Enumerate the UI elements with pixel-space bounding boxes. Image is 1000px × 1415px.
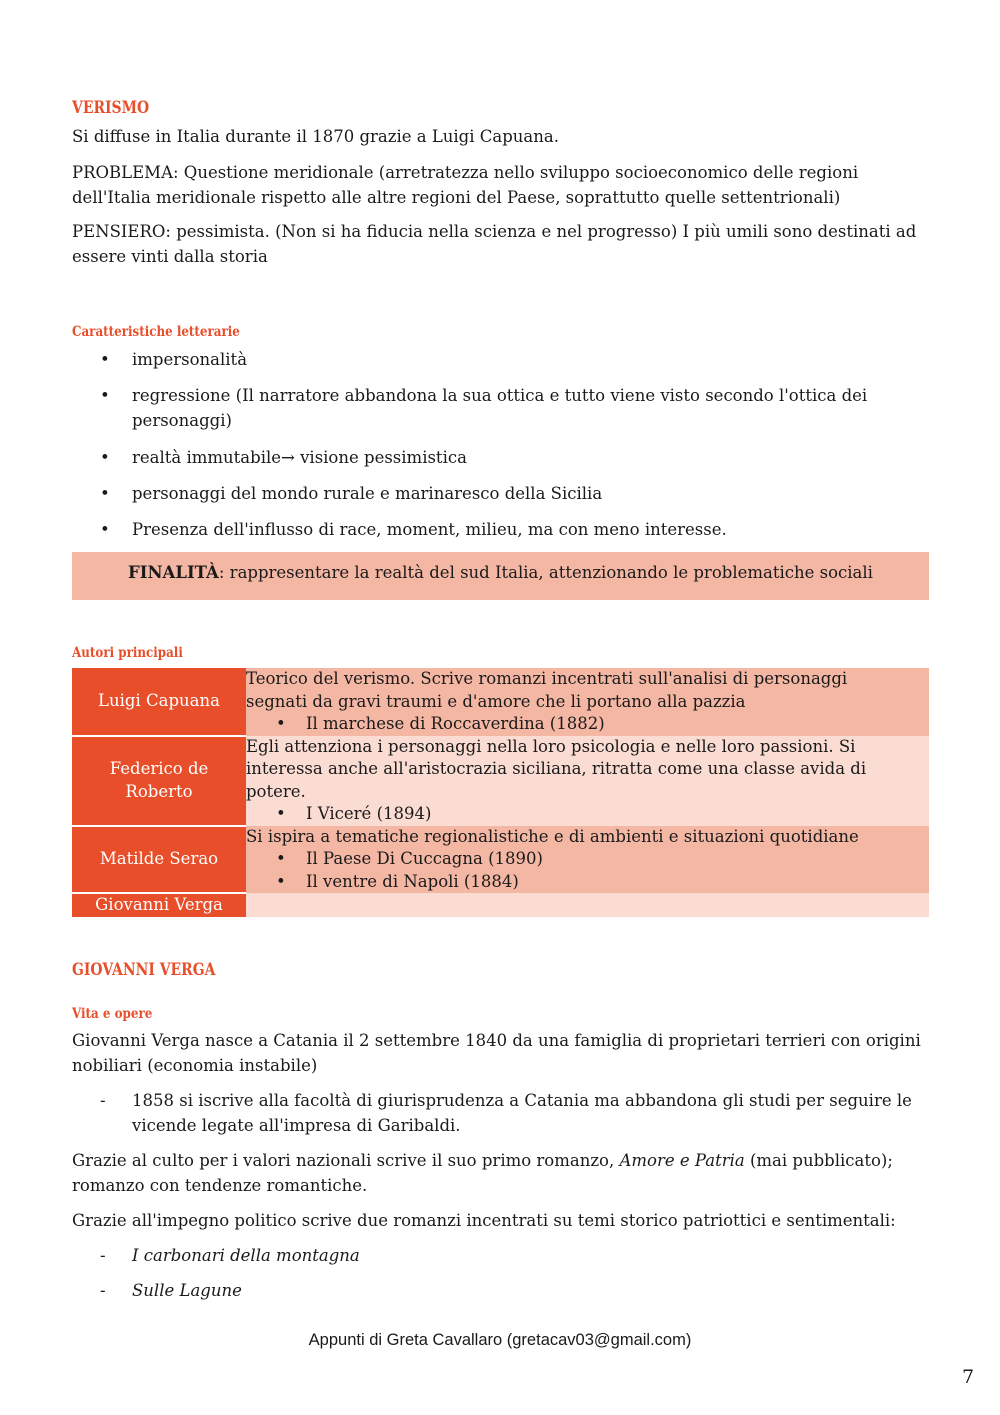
finalita-text: : rappresentare la realtà del sud Italia, attenzionando le problematiche sociali [218, 563, 873, 582]
list-item [100, 517, 900, 542]
verga-paragraph-2-line-2: romanzo con tendenze romantiche. [72, 1176, 368, 1195]
page-number: 7 [962, 1366, 975, 1388]
author-name: Matilde Serao [99, 849, 219, 868]
bullet-icon: • [276, 804, 286, 823]
section-title-verismo: VERISMO [72, 98, 150, 118]
work-item [246, 713, 929, 736]
author-name-cell [72, 736, 246, 826]
subsection-title-autori: Autori principali [72, 645, 183, 661]
subsection-title-vita: Vita e opere [72, 1006, 153, 1022]
list-item-text-line: 1858 si iscrive alla facoltà di giurisprudenza a Catania ma abbandona gli studi per seguire le [132, 1091, 912, 1110]
author-description-cell [246, 736, 929, 826]
table-row [72, 668, 929, 736]
novel-title: I carbonari della montagna [132, 1246, 360, 1265]
verga-paragraph-2-line-1 [72, 1148, 893, 1173]
verismo-intro: Si diffuse in Italia durante il 1870 grazie a Luigi Capuana. [72, 127, 559, 146]
pensiero-line-2: essere vinti dalla storia [72, 247, 268, 266]
work-item [246, 803, 929, 826]
novel-title: Sulle Lagune [132, 1281, 242, 1300]
author-description-cell [246, 826, 929, 894]
text-run: Grazie al culto per i valori nazionali scrive il suo primo romanzo, [72, 1151, 620, 1170]
author-description-line: Egli attenziona i personaggi nella loro psicologia e nelle loro passioni. Si [246, 736, 856, 756]
text-run: (mai pubblicato); [744, 1151, 893, 1170]
bullet-icon: • [276, 871, 286, 891]
work-item [246, 848, 929, 871]
list-item-text: impersonalità [132, 350, 248, 369]
author-name: Roberto [125, 781, 193, 801]
author-description-line: segnati da gravi traumi e d'amore che li portano alla pazzia [246, 691, 746, 711]
author-description-line: potere. [246, 781, 306, 801]
list-item [100, 1088, 930, 1138]
table-row [72, 826, 929, 894]
work-title: Il marchese di Roccaverdina (1882) [306, 714, 605, 733]
problema-line-1: PROBLEMA: Questione meridionale (arretratezza nello sviluppo socioeconomico delle regioni [72, 163, 859, 182]
author-name-cell [72, 668, 246, 736]
bullet-icon: • [100, 350, 110, 369]
verga-paragraph-1-line-2: nobiliari (economia instabile) [72, 1056, 318, 1075]
finalita-label: FINALITÀ [128, 563, 219, 582]
bullet-icon: • [100, 386, 110, 405]
bullet-icon: • [276, 714, 286, 733]
list-item [100, 347, 900, 372]
pensiero-line-1: PENSIERO: pessimista. (Non si ha fiducia nella scienza e nel progresso) I più umili sono destinati ad [72, 222, 917, 241]
finalita-box [72, 552, 929, 600]
bullet-icon: • [100, 520, 110, 539]
bullet-icon: • [100, 448, 110, 467]
list-item [100, 1278, 930, 1303]
list-item [100, 481, 900, 506]
list-item-text [132, 383, 902, 433]
authors-table [72, 668, 929, 917]
bullet-icon: • [100, 484, 110, 503]
dash-icon: - [100, 1281, 106, 1300]
list-item-text: personaggi del mondo rurale e marinaresco della Sicilia [132, 484, 603, 503]
list-item-text: realtà immutabile→ visione pessimistica [132, 448, 467, 467]
footer-credit: Appunti di Greta Cavallaro (gretacav03@gmail.com) [308, 1331, 692, 1349]
author-description-cell [246, 668, 929, 736]
list-item [100, 1243, 930, 1268]
list-item-text [132, 1088, 922, 1138]
work-item [246, 871, 929, 894]
author-name-cell [72, 893, 246, 917]
author-name: Giovanni Verga [95, 895, 223, 914]
author-description-cell [246, 893, 929, 917]
work-title: Il ventre di Napoli (1884) [306, 871, 519, 891]
list-item-text-line: personaggi) [132, 411, 232, 430]
list-item-text-line: regressione (Il narratore abbandona la sua ottica e tutto viene visto secondo l'ottica dei [132, 386, 868, 405]
work-title: I Viceré (1894) [306, 804, 432, 823]
author-name: Federico de [109, 759, 209, 778]
work-title: Il Paese Di Cuccagna (1890) [306, 849, 543, 868]
list-item-text: Presenza dell'influsso di race, moment, milieu, ma con meno interesse. [132, 520, 727, 539]
dash-icon: - [100, 1246, 106, 1265]
list-item [100, 383, 900, 433]
dash-icon: - [100, 1091, 106, 1110]
author-description-line: Si ispira a tematiche regionalistiche e di ambienti e situazioni quotidiane [246, 826, 859, 846]
subsection-title-caratteristiche: Caratteristiche letterarie [72, 324, 240, 340]
bullet-icon: • [276, 849, 286, 868]
verga-paragraph-1-line-1: Giovanni Verga nasce a Catania il 2 settembre 1840 da una famiglia di proprietari terrieri con origini [72, 1031, 921, 1050]
list-item-text-line: vicende legate all'impresa di Garibaldi. [132, 1116, 461, 1135]
author-description-line: Teorico del verismo. Scrive romanzi incentrati sull'analisi di personaggi [246, 669, 848, 688]
list-item [100, 445, 900, 470]
author-description-line: interessa anche all'aristocrazia siciliana, ritratta come una classe avida di [246, 759, 867, 778]
section-title-verga: GIOVANNI VERGA [72, 960, 216, 980]
novel-title: Amore e Patria [619, 1151, 745, 1170]
table-row [72, 893, 929, 917]
author-name: Luigi Capuana [98, 691, 220, 710]
table-row [72, 736, 929, 826]
author-name-cell [72, 826, 246, 894]
problema-line-2: dell'Italia meridionale rispetto alle altre regioni del Paese, soprattutto quelle settentrionali) [72, 188, 841, 207]
verga-paragraph-3: Grazie all'impegno politico scrive due romanzi incentrati su temi storico patriottici e sentimentali: [72, 1211, 896, 1230]
